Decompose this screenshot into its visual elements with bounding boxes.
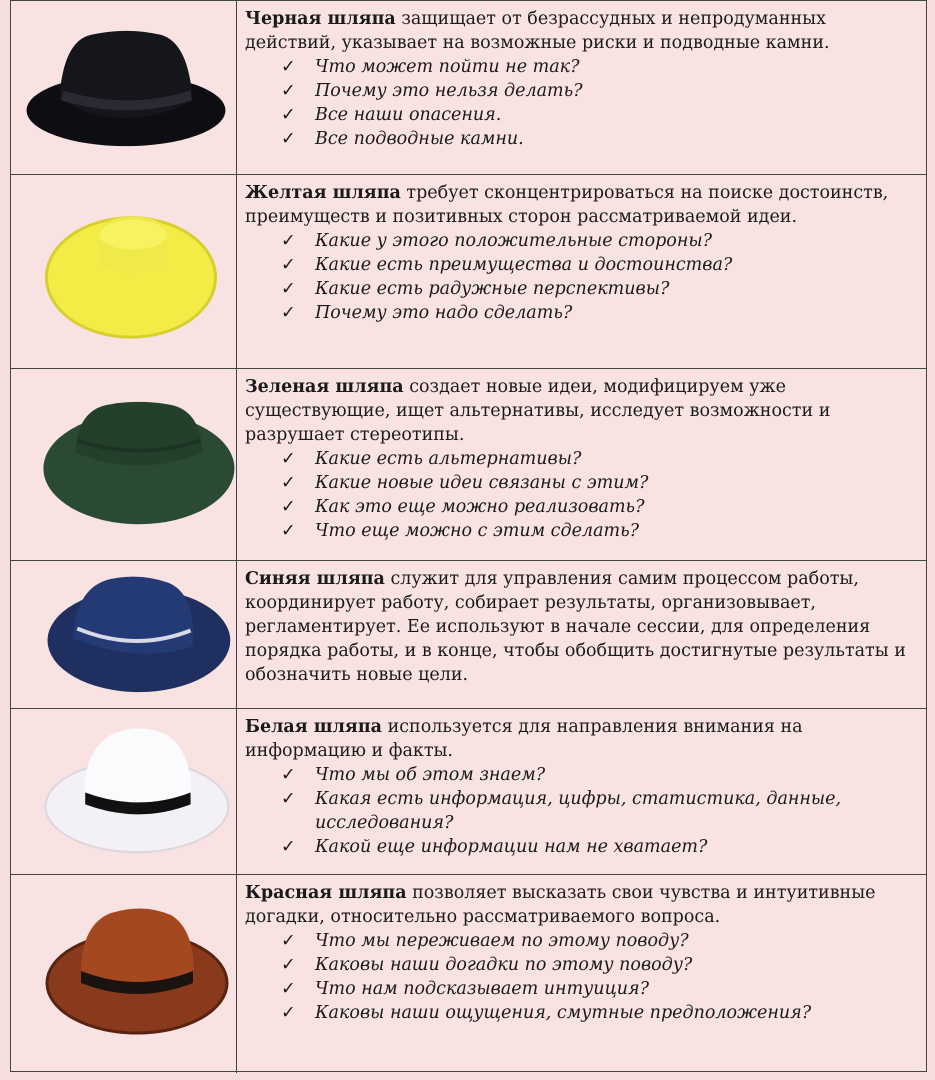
hat-title: Красная шляпа	[245, 883, 407, 903]
white-hat-image	[11, 709, 237, 874]
list-item: ✓ Какая есть информация, цифры, статистика, данные, исследования?	[281, 787, 918, 835]
hat-row-black	[11, 1, 926, 175]
hat-title: Белая шляпа	[245, 717, 383, 737]
list-item: ✓ Каковы наши догадки по этому поводу?	[281, 953, 918, 977]
hat-row-white	[11, 709, 926, 875]
list-item: ✓ Все подводные камни.	[281, 127, 918, 151]
hat-text: требует сконцентрироваться на поиске достоинств, преимуществ и позитивных сторон рассматриваемой идеи.	[245, 183, 889, 227]
hat-description	[245, 715, 918, 859]
list-item: ✓ Какие есть альтернативы?	[281, 447, 918, 471]
question-list	[245, 763, 918, 859]
list-item: ✓ Почему это надо сделать?	[281, 301, 918, 325]
list-item: ✓ Что мы переживаем по этому поводу?	[281, 929, 918, 953]
list-item: ✓ Какие есть радужные перспективы?	[281, 277, 918, 301]
hat-text: служит для управления самим процессом работы, координирует работу, собирает результаты, организовывает, регламентирует. Ее используют в начале сессии, для определения порядка работы, и в конце, чтобы обобщить достигнутые результаты и обозначить новые цели.	[245, 569, 906, 685]
blue-hat-image	[11, 561, 237, 708]
hat-row-red	[11, 875, 926, 1073]
list-item: ✓ Какие есть преимущества и достоинства?	[281, 253, 918, 277]
hat-title: Черная шляпа	[245, 9, 396, 29]
hat-text: защищает от безрассудных и непродуманных действий, указывает на возможные риски и подводные камни.	[245, 9, 830, 53]
red-hat-image	[11, 875, 237, 1073]
list-item: ✓ Что еще можно с этим сделать?	[281, 519, 918, 543]
question-list	[245, 447, 918, 543]
list-item: ✓ Почему это нельзя делать?	[281, 79, 918, 103]
list-item: ✓ Каковы наши ощущения, смутные предположения?	[281, 1001, 918, 1025]
list-item: ✓ Какой еще информации нам не хватает?	[281, 835, 918, 859]
hat-title: Желтая шляпа	[245, 183, 401, 203]
hat-title: Зеленая шляпа	[245, 377, 404, 397]
list-item: ✓ Все наши опасения.	[281, 103, 918, 127]
hat-description	[245, 881, 918, 1025]
question-list	[245, 229, 918, 325]
hat-text: используется для направления внимания на информацию и факты.	[245, 717, 803, 761]
hat-row-green	[11, 369, 926, 561]
list-item: ✓ Что нам подсказывает интуиция?	[281, 977, 918, 1001]
hat-description	[245, 181, 918, 325]
green-hat-image	[11, 369, 237, 560]
black-hat-image	[11, 1, 237, 174]
list-item: ✓ Какие у этого положительные стороны?	[281, 229, 918, 253]
hat-text: создает новые идеи, модифицируем уже существующие, ищет альтернативы, исследует возможности и разрушает стереотипы.	[245, 377, 831, 445]
yellow-hat-image	[11, 175, 237, 368]
hats-table	[10, 0, 927, 1072]
hat-title: Синяя шляпа	[245, 569, 385, 589]
question-list	[245, 55, 918, 151]
hat-text: позволяет высказать свои чувства и интуитивные догадки, относительно рассматриваемого вопроса.	[245, 883, 876, 927]
list-item: ✓ Что мы об этом знаем?	[281, 763, 918, 787]
hat-description	[245, 567, 918, 687]
hat-description	[245, 375, 918, 543]
question-list	[245, 929, 918, 1025]
list-item: ✓ Как это еще можно реализовать?	[281, 495, 918, 519]
list-item: ✓ Какие новые идеи связаны с этим?	[281, 471, 918, 495]
hat-row-yellow	[11, 175, 926, 369]
hat-description	[245, 7, 918, 151]
hat-row-blue	[11, 561, 926, 709]
list-item: ✓ Что может пойти не так?	[281, 55, 918, 79]
